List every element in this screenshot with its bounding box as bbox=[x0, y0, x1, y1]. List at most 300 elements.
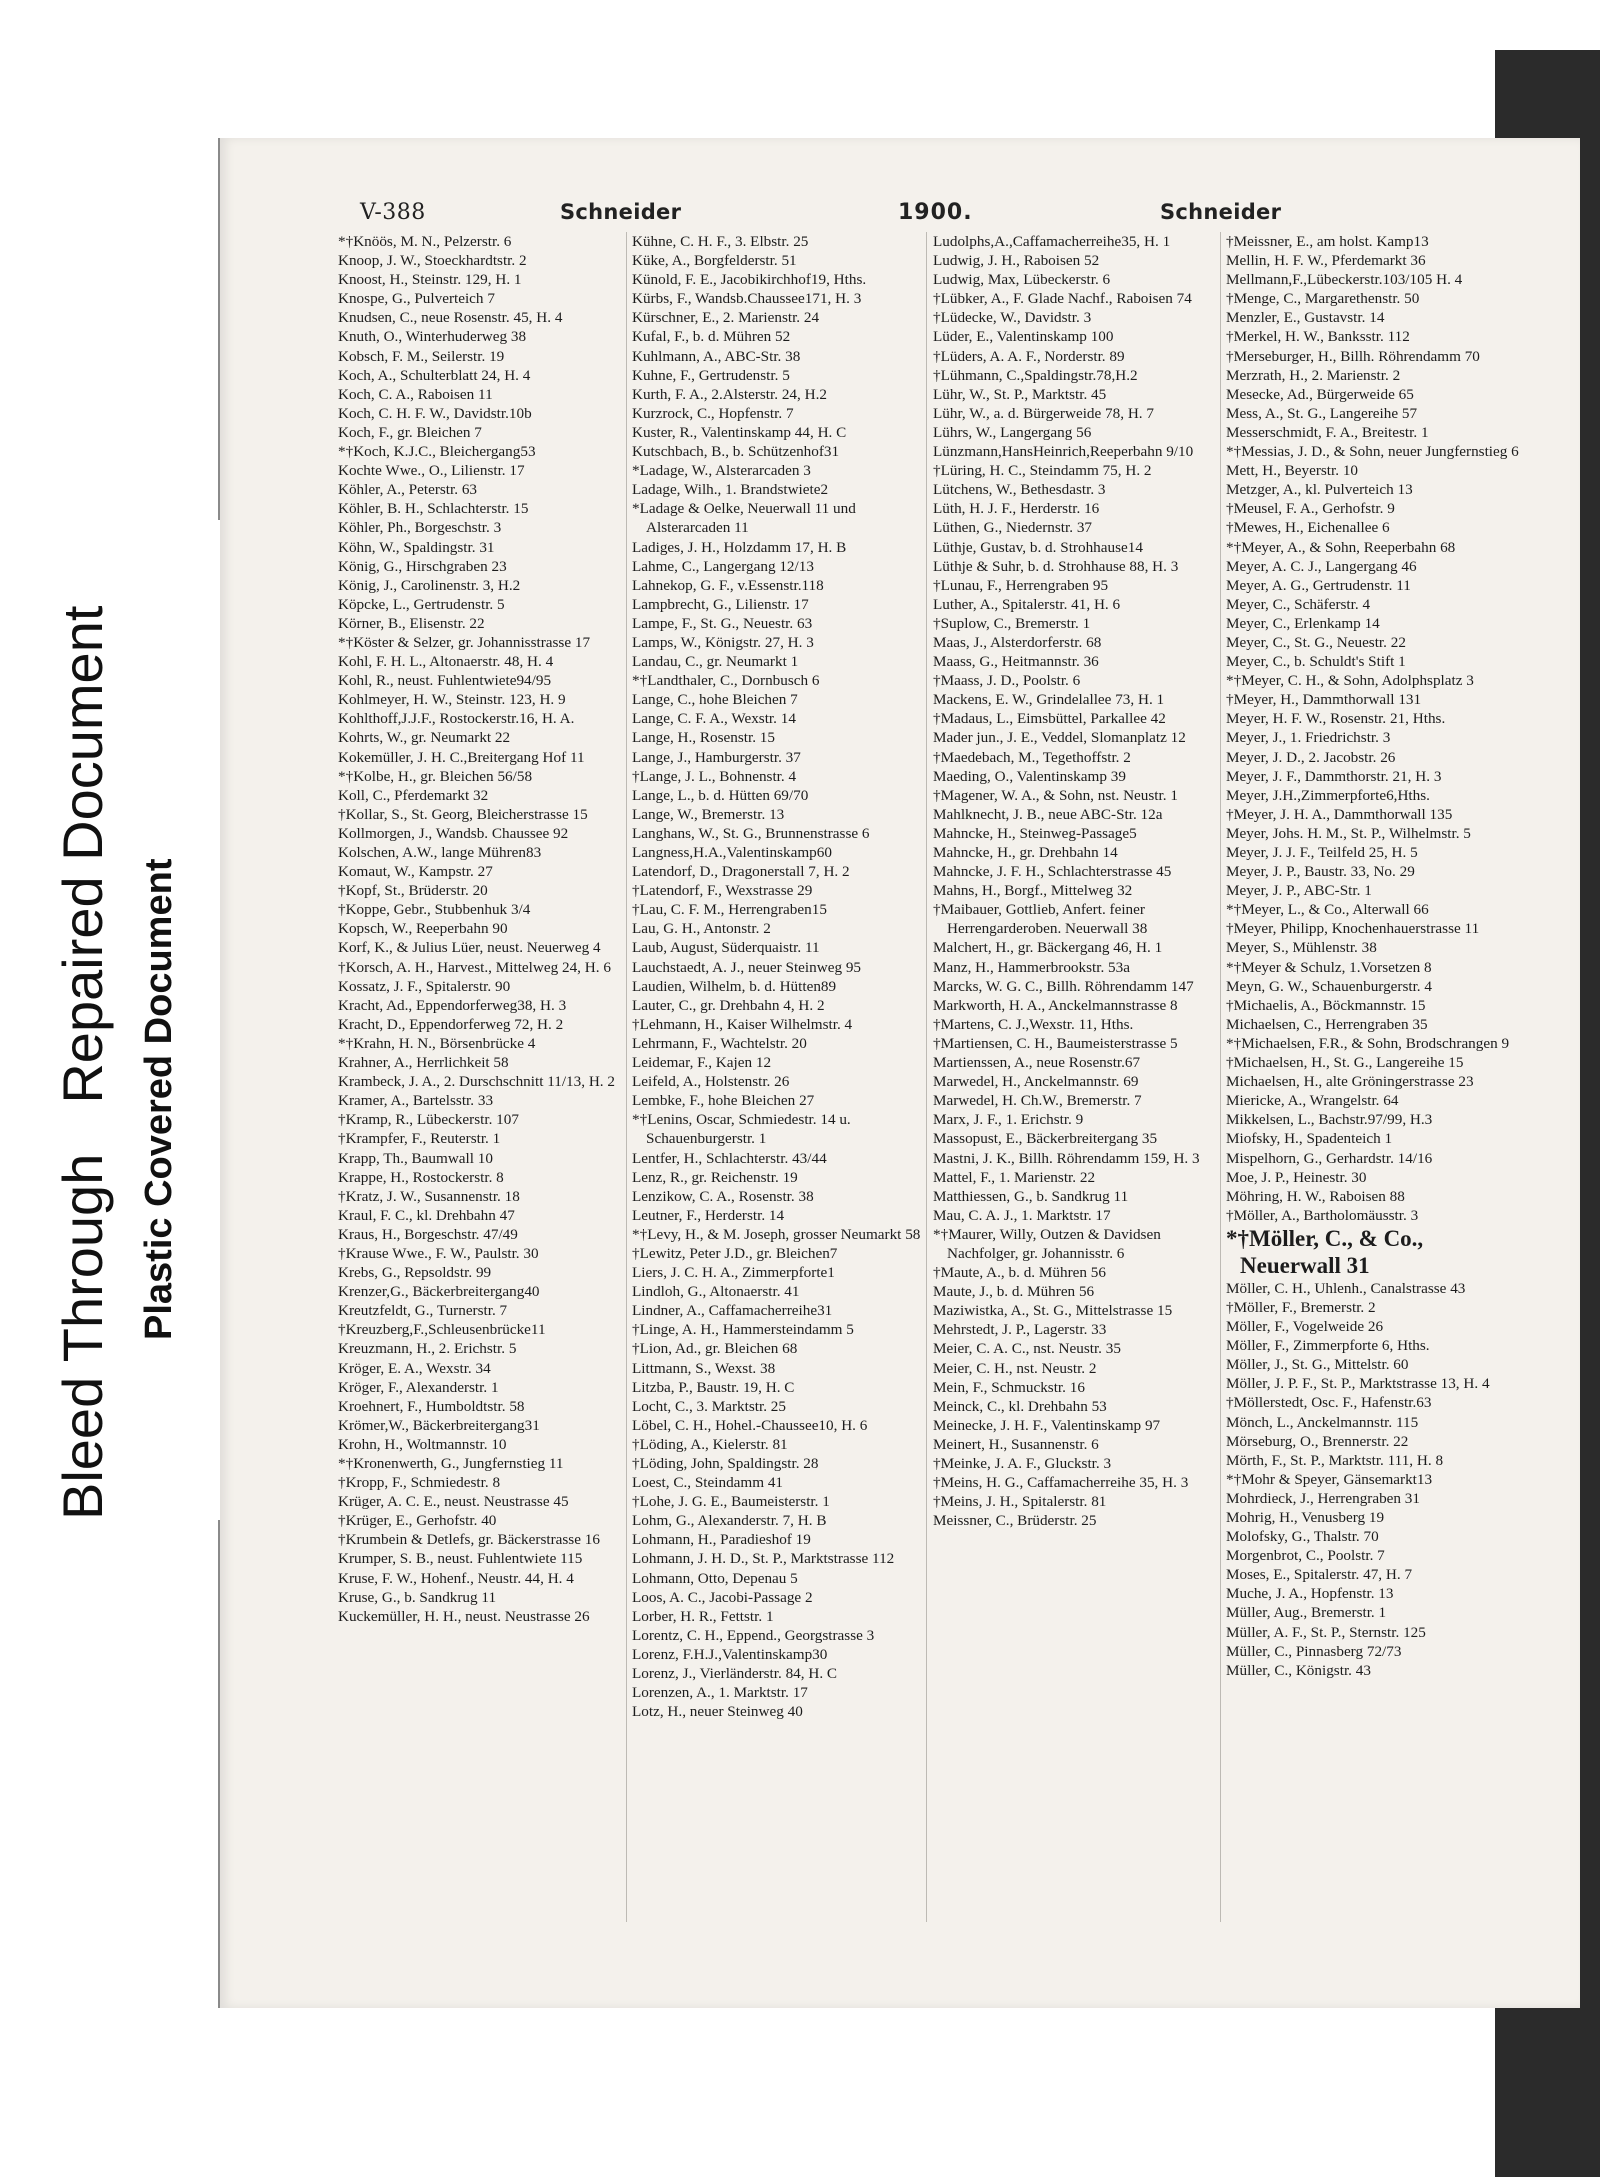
directory-entry: Lorber, H. R., Fettstr. 1 bbox=[632, 1607, 774, 1625]
directory-entry: †Lohe, J. G. E., Baumeisterstr. 1 bbox=[632, 1493, 830, 1511]
directory-entry: Mackens, E. W., Grindelallee 73, H. 1 bbox=[933, 691, 1165, 709]
directory-entry: Lahnekop, G. F., v.Essenstr.118 bbox=[632, 576, 824, 594]
directory-entry: Mönch, L., Anckelmannstr. 115 bbox=[1226, 1413, 1419, 1431]
directory-entry: Meyer, A. C. J., Langergang 46 bbox=[1226, 557, 1417, 575]
directory-entry: Litzba, P., Baustr. 19, H. C bbox=[632, 1378, 795, 1396]
directory-entry: Kruse, G., b. Sandkrug 11 bbox=[338, 1588, 497, 1606]
directory-entry: Meyer, J. P., Baustr. 33, No. 29 bbox=[1226, 863, 1415, 881]
directory-entry: Kühne, C. H. F., 3. Elbstr. 25 bbox=[632, 233, 809, 250]
directory-entry: Mahncke, J. F. H., Schlachterstrasse 45 bbox=[933, 863, 1172, 881]
directory-entry: Loest, C., Steindamm 41 bbox=[632, 1474, 784, 1492]
directory-entry: Meissner, C., Brüderstr. 25 bbox=[933, 1512, 1097, 1530]
directory-entry: Kurth, F. A., 2.Alsterstr. 24, H.2 bbox=[632, 385, 827, 403]
column-rule bbox=[626, 232, 627, 1922]
directory-entry: Marx, J. F., 1. Erichstr. 9 bbox=[933, 1111, 1084, 1129]
directory-entry: Leutner, F., Herderstr. 14 bbox=[632, 1206, 785, 1224]
directory-entry: Knoost, H., Steinstr. 129, H. 1 bbox=[338, 271, 522, 289]
directory-entry: Meyer, C., b. Schuldt's Stift 1 bbox=[1226, 653, 1406, 671]
directory-entry: Kreutzfeldt, G., Turnerstr. 7 bbox=[338, 1302, 508, 1320]
directory-entry: Mahlknecht, J. B., neue ABC-Str. 12a bbox=[933, 805, 1163, 823]
directory-entry: Martienssen, A., neue Rosenstr.67 bbox=[933, 1054, 1141, 1072]
directory-entry: Loos, A. C., Jacobi-Passage 2 bbox=[632, 1588, 813, 1606]
directory-entry: Kreuzmann, H., 2. Erichstr. 5 bbox=[338, 1340, 517, 1358]
directory-entry: †Lüring, H. C., Steindamm 75, H. 2 bbox=[933, 462, 1152, 480]
directory-entry: Matthiessen, G., b. Sandkrug 11 bbox=[933, 1187, 1129, 1205]
directory-entry: Kopsch, W., Reeperbahn 90 bbox=[338, 920, 508, 938]
directory-entry: Kürschner, E., 2. Marienstr. 24 bbox=[632, 309, 820, 327]
directory-entry: †Lüders, A. A. F., Norderstr. 89 bbox=[933, 347, 1125, 365]
directory-entry: Krambeck, J. A., 2. Durschschnitt 11/13, H. 2 bbox=[338, 1073, 615, 1091]
directory-entry: Meier, C. A. C., nst. Neustr. 35 bbox=[933, 1340, 1121, 1358]
directory-entry: †Lau, C. F. M., Herrengraben15 bbox=[632, 901, 827, 919]
directory-entry: Lamps, W., Königstr. 27, H. 3 bbox=[632, 633, 814, 651]
directory-entry: Maass, G., Heitmannstr. 36 bbox=[933, 653, 1099, 671]
directory-entry: †Lüdecke, W., Davidstr. 3 bbox=[933, 309, 1092, 327]
directory-entry: *†Kronenwerth, G., Jungfernstieg 11 bbox=[338, 1455, 564, 1472]
directory-entry: Meyer, J.H.,Zimmerpforte6,Hths. bbox=[1226, 786, 1430, 804]
directory-entry: *†Meyer, C. H., & Sohn, Adolphsplatz 3 bbox=[1226, 672, 1474, 690]
column-2 bbox=[632, 232, 922, 1922]
directory-entry: Massopust, E., Bäckerbreitergang 35 bbox=[933, 1130, 1158, 1148]
directory-entry: *†Meyer, L., & Co., Alterwall 66 bbox=[1226, 901, 1429, 919]
directory-entry: Lüthje & Suhr, b. d. Strohhause 88, H. 3 bbox=[933, 557, 1179, 575]
directory-entry: Ludolphs,A.,Caffamacherreihe35, H. 1 bbox=[933, 233, 1171, 250]
directory-entry: Mein, F., Schmuckstr. 16 bbox=[933, 1378, 1085, 1396]
directory-entry: Lenzikow, C. A., Rosenstr. 38 bbox=[632, 1187, 814, 1205]
directory-entry: †Koppe, Gebr., Stubbenhuk 3/4 bbox=[338, 901, 531, 919]
directory-entry: Lohmann, Otto, Depenau 5 bbox=[632, 1569, 798, 1587]
page-number: V-388 bbox=[360, 200, 426, 225]
directory-entry: Lühr, W., a. d. Bürgerweide 78, H. 7 bbox=[933, 404, 1154, 422]
directory-entry: Kufal, F., b. d. Mühren 52 bbox=[632, 328, 791, 346]
directory-entry: Körner, B., Elisenstr. 22 bbox=[338, 614, 485, 632]
directory-entry: Kochte Wwe., O., Lilienstr. 17 bbox=[338, 462, 525, 480]
directory-entry: Krüger, A. C. E., neust. Neustrasse 45 bbox=[338, 1493, 569, 1511]
directory-entry: Möhring, H. W., Raboisen 88 bbox=[1226, 1187, 1405, 1205]
directory-entry: †Korsch, A. H., Harvest., Mittelweg 24, H. 6 bbox=[338, 958, 611, 976]
directory-entry: Koch, C. A., Raboisen 11 bbox=[338, 385, 493, 403]
directory-entry: †Krause Wwe., F. W., Paulstr. 30 bbox=[338, 1244, 539, 1262]
directory-entry: Mörseburg, O., Brennerstr. 22 bbox=[1226, 1432, 1409, 1450]
directory-entry: Leifeld, A., Holstenstr. 26 bbox=[632, 1073, 790, 1091]
directory-entry: †Kollar, S., St. Georg, Bleicherstrasse 15 bbox=[338, 805, 588, 823]
directory-entry: Lührs, W., Langergang 56 bbox=[933, 423, 1092, 441]
directory-entry: Lohm, G., Alexanderstr. 7, H. B bbox=[632, 1512, 827, 1530]
directory-entry: Moses, E., Spitalerstr. 47, H. 7 bbox=[1226, 1566, 1413, 1584]
directory-entry: Kohl, F. H. L., Altonaerstr. 48, H. 4 bbox=[338, 653, 554, 671]
directory-entry: Lange, W., Bremerstr. 13 bbox=[632, 805, 785, 823]
directory-entry: Marwedel, H., Anckelmannstr. 69 bbox=[933, 1073, 1139, 1091]
scan-notice-line-2: Plastic Covered Document bbox=[138, 858, 180, 1340]
directory-entry: *†Lenins, Oscar, Schmiedestr. 14 u. Schauenburgerstr. 1 bbox=[632, 1111, 851, 1148]
directory-entry: Lampe, F., St. G., Neuestr. 63 bbox=[632, 614, 813, 632]
column-rule bbox=[1220, 232, 1221, 1922]
directory-entry: Littmann, S., Wexst. 38 bbox=[632, 1359, 776, 1377]
directory-entry: Mesecke, Ad., Bürgerweide 65 bbox=[1226, 385, 1414, 403]
directory-entry: Möller, C. H., Uhlenh., Canalstrasse 43 bbox=[1226, 1279, 1466, 1297]
directory-entry: Meyer, J., 1. Friedrichstr. 3 bbox=[1226, 729, 1391, 747]
directory-entry: Ludwig, Max, Lübeckerstr. 6 bbox=[933, 271, 1111, 289]
directory-entry: †Meissner, E., am holst. Kamp13 bbox=[1226, 233, 1429, 250]
directory-entry: Kürbs, F., Wandsb.Chaussee171, H. 3 bbox=[632, 290, 862, 308]
directory-entry: Komaut, W., Kampstr. 27 bbox=[338, 863, 493, 881]
directory-entry: Mellmann,F.,Lübeckerstr.103/105 H. 4 bbox=[1226, 271, 1463, 289]
directory-entry: †Martiensen, C. H., Baumeisterstrasse 5 bbox=[933, 1034, 1178, 1052]
directory-entry: †Martens, C. J.,Wexstr. 11, Hths. bbox=[933, 1015, 1134, 1033]
directory-entry: Köhn, W., Spaldingstr. 31 bbox=[338, 538, 495, 556]
directory-entry: †Linge, A. H., Hammersteindamm 5 bbox=[632, 1321, 854, 1339]
directory-entry: Latendorf, D., Dragonerstall 7, H. 2 bbox=[632, 863, 850, 881]
directory-entry: Meyer, Johs. H. M., St. P., Wilhelmstr. 5 bbox=[1226, 824, 1471, 842]
directory-entry: König, G., Hirschgraben 23 bbox=[338, 557, 507, 575]
directory-entry: Koch, C. H. F. W., Davidstr.10b bbox=[338, 404, 532, 422]
running-head-right: Schneider bbox=[1160, 200, 1282, 224]
directory-entry: Lüthje, Gustav, b. d. Strohhause14 bbox=[933, 538, 1143, 556]
directory-entry: Meyer, H. F. W., Rosenstr. 21, Hths. bbox=[1226, 710, 1446, 728]
directory-entry: Miofsky, H., Spadenteich 1 bbox=[1226, 1130, 1393, 1148]
directory-entry: Krömer,W., Bäckerbreitergang31 bbox=[338, 1416, 540, 1434]
directory-entry: †Lewitz, Peter J.D., gr. Bleichen7 bbox=[632, 1244, 838, 1262]
directory-entry: Meinert, H., Susannenstr. 6 bbox=[933, 1435, 1099, 1453]
directory-entry: †Maibauer, Gottlieb, Anfert. feiner Herrengarderoben. Neuerwall 38 bbox=[933, 901, 1148, 938]
directory-entry: †Kramp, R., Lübeckerstr. 107 bbox=[338, 1111, 519, 1129]
directory-entry: Malchert, H., gr. Bäckergang 46, H. 1 bbox=[933, 939, 1163, 957]
directory-entry: Kramer, A., Bartelsstr. 33 bbox=[338, 1092, 494, 1110]
directory-entry: Maziwistka, A., St. G., Mittelstrasse 15 bbox=[933, 1302, 1173, 1320]
directory-entry: Lühr, W., St. P., Marktstr. 45 bbox=[933, 385, 1107, 403]
directory-entry: †Meinke, J. A. F., Gluckstr. 3 bbox=[933, 1455, 1112, 1472]
directory-entry: Ludwig, J. H., Raboisen 52 bbox=[933, 252, 1100, 270]
directory-entry: Mastni, J. K., Billh. Röhrendamm 159, H. 3 bbox=[933, 1149, 1200, 1167]
directory-entry: Meyer, C., Schäferstr. 4 bbox=[1226, 595, 1371, 613]
directory-entry: Lotz, H., neuer Steinweg 40 bbox=[632, 1703, 803, 1721]
directory-entry: Möller, J. P. F., St. P., Marktstrasse 13, H. 4 bbox=[1226, 1375, 1490, 1393]
directory-entry: Köpcke, L., Gertrudenstr. 5 bbox=[338, 595, 505, 613]
directory-entry: Marwedel, H. Ch.W., Bremerstr. 7 bbox=[933, 1092, 1142, 1110]
scan-notice-label bbox=[20, 520, 220, 1520]
directory-entry: Krahner, A., Herrlichkeit 58 bbox=[338, 1054, 509, 1072]
directory-entry: Kraul, F. C., kl. Drehbahn 47 bbox=[338, 1206, 515, 1224]
directory-entry: Köhler, B. H., Schlachterstr. 15 bbox=[338, 500, 529, 518]
directory-entry: Mess, A., St. G., Langereihe 57 bbox=[1226, 404, 1418, 422]
directory-entry: Kobsch, F. M., Seilerstr. 19 bbox=[338, 347, 505, 365]
directory-entry: Mahncke, H., Steinweg-Passage5 bbox=[933, 824, 1137, 842]
directory-entry: Kroehnert, F., Humboldtstr. 58 bbox=[338, 1397, 525, 1415]
directory-entry: Korf, K., & Julius Lüer, neust. Neuerweg 4 bbox=[338, 939, 601, 957]
directory-page bbox=[218, 138, 1580, 2008]
directory-entry: Meyer, J. P., ABC-Str. 1 bbox=[1226, 882, 1372, 900]
directory-entry: Meyer, S., Mühlenstr. 38 bbox=[1226, 939, 1377, 957]
directory-entry: Meier, C. H., nst. Neustr. 2 bbox=[933, 1359, 1097, 1377]
directory-entry: †Merseburger, H., Billh. Röhrendamm 70 bbox=[1226, 347, 1480, 365]
directory-entry: Meinck, C., kl. Drehbahn 53 bbox=[933, 1397, 1107, 1415]
directory-entry: †Krüger, E., Gerhofstr. 40 bbox=[338, 1512, 497, 1530]
directory-entry: Knoop, J. W., Stoeckhardtstr. 2 bbox=[338, 252, 527, 270]
repaired-note: Repaired Document bbox=[51, 605, 114, 1104]
directory-entry: Liers, J. C. H. A., Zimmerpforte1 bbox=[632, 1264, 835, 1282]
directory-entry: Lange, J., Hamburgerstr. 37 bbox=[632, 748, 801, 766]
directory-entry: Müller, Aug., Bremerstr. 1 bbox=[1226, 1604, 1387, 1622]
directory-entry: Möller, J., St. G., Mittelstr. 60 bbox=[1226, 1356, 1409, 1374]
directory-entry: †Maass, J. D., Poolstr. 6 bbox=[933, 672, 1081, 690]
directory-entry: Mellin, H. F. W., Pferdemarkt 36 bbox=[1226, 252, 1426, 270]
directory-entry: Krohn, H., Woltmannstr. 10 bbox=[338, 1435, 507, 1453]
directory-entry: †Lion, Ad., gr. Bleichen 68 bbox=[632, 1340, 798, 1358]
directory-entry: Lange, L., b. d. Hütten 69/70 bbox=[632, 786, 809, 804]
directory-entry: Künold, F. E., Jacobikirchhof19, Hths. bbox=[632, 271, 867, 289]
directory-entry: Michaelsen, C., Herrengraben 35 bbox=[1226, 1015, 1428, 1033]
directory-entry: Kohlthoff,J.J.F., Rostockerstr.16, H. A. bbox=[338, 710, 575, 728]
directory-entry: †Löding, John, Spaldingstr. 28 bbox=[632, 1455, 819, 1472]
directory-entry: †Lühmann, C.,Spaldingstr.78,H.2 bbox=[933, 366, 1138, 384]
directory-entry: Möller, F., Zimmerpforte 6, Hths. bbox=[1226, 1337, 1430, 1355]
directory-entry: Laub, August, Süderquaistr. 11 bbox=[632, 939, 820, 957]
directory-entry: Meyer, J. J. F., Teilfeld 25, H. 5 bbox=[1226, 844, 1418, 861]
directory-entry: Koch, F., gr. Bleichen 7 bbox=[338, 423, 482, 441]
directory-entry: †Latendorf, F., Wexstrasse 29 bbox=[632, 882, 813, 900]
directory-entry: Krebs, G., Repsoldstr. 99 bbox=[338, 1264, 492, 1282]
directory-entry: †Meins, J. H., Spitalerstr. 81 bbox=[933, 1493, 1107, 1511]
directory-entry: Lüthen, G., Niedernstr. 37 bbox=[933, 519, 1093, 537]
directory-entry: Meyer, J. F., Dammthorstr. 21, H. 3 bbox=[1226, 767, 1442, 785]
directory-entry: Lünzmann,HansHeinrich,Reeperbahn 9/10 bbox=[933, 443, 1194, 461]
column-rule bbox=[926, 232, 927, 1922]
directory-entry: Moe, J. P., Heinestr. 30 bbox=[1226, 1168, 1367, 1186]
directory-entry: Köhler, Ph., Borgeschstr. 3 bbox=[338, 519, 502, 537]
directory-entry: †Maute, A., b. d. Mühren 56 bbox=[933, 1264, 1106, 1282]
directory-entry: Krappe, H., Rostockerstr. 8 bbox=[338, 1168, 504, 1186]
scan-notice-line-1 bbox=[50, 606, 115, 1520]
directory-entry: Markworth, H. A., Anckelmannstrasse 8 bbox=[933, 996, 1178, 1014]
year: 1900. bbox=[898, 200, 973, 225]
directory-entry: *†Landthaler, C., Dornbusch 6 bbox=[632, 672, 820, 690]
directory-entry: †Suplow, C., Bremerstr. 1 bbox=[933, 614, 1091, 632]
directory-entry: Miericke, A., Wrangelstr. 64 bbox=[1226, 1092, 1399, 1110]
running-head-left: Schneider bbox=[560, 200, 682, 224]
directory-entry: *†Messias, J. D., & Sohn, neuer Jungfernstieg 6 bbox=[1226, 443, 1519, 461]
page-header bbox=[220, 200, 1580, 230]
directory-entry: *Ladage, W., Alsterarcaden 3 bbox=[632, 462, 811, 480]
directory-entry: Kurzrock, C., Hopfenstr. 7 bbox=[632, 404, 794, 422]
directory-entry: Lorenz, J., Vierländerstr. 84, H. C bbox=[632, 1665, 838, 1683]
directory-entry: Meinecke, J. H. F., Valentinskamp 97 bbox=[933, 1416, 1161, 1434]
directory-entry: Knudsen, C., neue Rosenstr. 45, H. 4 bbox=[338, 309, 563, 327]
directory-entry: Lau, G. H., Antonstr. 2 bbox=[632, 920, 771, 938]
directory-entry: Muche, J. A., Hopfenstr. 13 bbox=[1226, 1585, 1394, 1603]
directory-entry: Lauchstaedt, A. J., neuer Steinweg 95 bbox=[632, 958, 862, 976]
directory-entry: Kuhne, F., Gertrudenstr. 5 bbox=[632, 366, 790, 384]
directory-entry: *†Levy, H., & M. Joseph, grosser Neumarkt 58 bbox=[632, 1225, 921, 1243]
directory-entry: Krumper, S. B., neust. Fuhlentwiete 115 bbox=[338, 1550, 583, 1568]
directory-entry: Knospe, G., Pulverteich 7 bbox=[338, 290, 495, 308]
directory-entry: Lütchens, W., Bethesdastr. 3 bbox=[933, 481, 1106, 499]
directory-entry: Langness,H.A.,Valentinskamp60 bbox=[632, 844, 832, 861]
directory-entry: †Lange, J. L., Bohnenstr. 4 bbox=[632, 767, 797, 785]
directory-entry: Kröger, F., Alexanderstr. 1 bbox=[338, 1378, 499, 1396]
directory-entry: Kuckemüller, H. H., neust. Neustrasse 26 bbox=[338, 1607, 590, 1625]
directory-entry: Metzger, A., kl. Pulverteich 13 bbox=[1226, 481, 1413, 499]
directory-entry: Lembke, F., hohe Bleichen 27 bbox=[632, 1092, 815, 1110]
directory-entry: *Ladage & Oelke, Neuerwall 11 und Alsterarcaden 11 bbox=[632, 500, 856, 537]
directory-entry: Mehrstedt, J. P., Lagerstr. 33 bbox=[933, 1321, 1107, 1339]
directory-entry: Morgenbrot, C., Poolstr. 7 bbox=[1226, 1547, 1385, 1565]
directory-entry: †Krumbein & Detlefs, gr. Bäckerstrasse 16 bbox=[338, 1531, 600, 1549]
directory-entry: Lindner, A., Caffamacherreihe31 bbox=[632, 1302, 833, 1320]
directory-entry: Marcks, W. G. C., Billh. Röhrendamm 147 bbox=[933, 977, 1194, 995]
directory-entry: Kohlmeyer, H. W., Steinstr. 123, H. 9 bbox=[338, 691, 566, 709]
directory-entry: Kröger, E. A., Wexstr. 34 bbox=[338, 1359, 491, 1377]
directory-entry: †Meyer, H., Dammthorwall 131 bbox=[1226, 691, 1422, 709]
directory-entry: Ladage, Wilh., 1. Brandstwiete2 bbox=[632, 481, 829, 499]
directory-entry: †Menge, C., Margarethenstr. 50 bbox=[1226, 290, 1420, 308]
directory-entry: Koch, A., Schulterblatt 24, H. 4 bbox=[338, 366, 531, 384]
directory-entry: Michaelsen, H., alte Gröningerstrasse 23 bbox=[1226, 1073, 1474, 1091]
directory-entry: Langhans, W., St. G., Brunnenstrasse 6 bbox=[632, 824, 870, 842]
directory-entry: Menzler, E., Gustavstr. 14 bbox=[1226, 309, 1385, 327]
directory-entry: Kutschbach, B., b. Schützenhof31 bbox=[632, 443, 840, 461]
directory-entry: Lenz, R., gr. Reichenstr. 19 bbox=[632, 1168, 798, 1186]
directory-entry: Maeding, O., Valentinskamp 39 bbox=[933, 767, 1126, 785]
directory-entry: †Madaus, L., Eimsbüttel, Parkallee 42 bbox=[933, 710, 1166, 728]
directory-entry: Meyn, G. W., Schauenburgerstr. 4 bbox=[1226, 977, 1432, 995]
directory-entry: Mahns, H., Borgf., Mittelweg 32 bbox=[933, 882, 1133, 900]
directory-entry: †Michaelsen, H., St. G., Langereihe 15 bbox=[1226, 1054, 1464, 1072]
directory-entry: Laudien, Wilhelm, b. d. Hütten89 bbox=[632, 977, 837, 995]
directory-entry: Kracht, Ad., Eppendorferweg38, H. 3 bbox=[338, 996, 567, 1014]
directory-entry: †Maedebach, M., Tegethoffstr. 2 bbox=[933, 748, 1131, 766]
directory-entry: Kuhlmann, A., ABC-Str. 38 bbox=[632, 347, 801, 365]
directory-entry: Kossatz, J. F., Spitalerstr. 90 bbox=[338, 977, 511, 995]
bleed-through-note: Bleed Through bbox=[51, 1153, 114, 1520]
directory-entry: †Magener, W. A., & Sohn, nst. Neustr. 1 bbox=[933, 786, 1178, 804]
directory-entry: Köhler, A., Peterstr. 63 bbox=[338, 481, 478, 499]
directory-entry: †Löding, A., Kielerstr. 81 bbox=[632, 1435, 788, 1453]
directory-entry: Lehrmann, F., Wachtelstr. 20 bbox=[632, 1034, 807, 1052]
directory-entry: Molofsky, G., Thalstr. 70 bbox=[1226, 1528, 1379, 1546]
directory-entry: *†Mohr & Speyer, Gänsemarkt13 bbox=[1226, 1470, 1433, 1488]
directory-entry: Maute, J., b. d. Mühren 56 bbox=[933, 1283, 1095, 1301]
directory-entry: †Kreuzberg,F.,Schleusenbrücke11 bbox=[338, 1321, 546, 1339]
directory-entry: Lüder, E., Valentinskamp 100 bbox=[933, 328, 1114, 346]
directory-entry: Maas, J., Alsterdorferstr. 68 bbox=[933, 633, 1102, 651]
directory-entry: Mohrig, H., Venusberg 19 bbox=[1226, 1509, 1385, 1526]
directory-entry: Mikkelsen, L., Bachstr.97/99, H.3 bbox=[1226, 1111, 1433, 1129]
directory-entry: *†Köster & Selzer, gr. Johannisstrasse 17 bbox=[338, 633, 591, 651]
directory-entry: †Möller, F., Bremerstr. 2 bbox=[1226, 1298, 1376, 1316]
directory-entry: †Michaelis, A., Böckmannstr. 15 bbox=[1226, 996, 1426, 1014]
directory-entry: Mohrdieck, J., Herrengraben 31 bbox=[1226, 1489, 1420, 1507]
directory-entry: Merzrath, H., 2. Marienstr. 2 bbox=[1226, 366, 1401, 384]
directory-entry: *†Maurer, Willy, Outzen & Davidsen Nachfolger, gr. Johannisstr. 6 bbox=[933, 1225, 1161, 1262]
directory-entry: Lange, C. F. A., Wexstr. 14 bbox=[632, 710, 796, 728]
directory-entry: Mahncke, H., gr. Drehbahn 14 bbox=[933, 844, 1118, 861]
directory-entry: †Lunau, F., Herrengraben 95 bbox=[933, 576, 1109, 594]
directory-entry: *†Meyer & Schulz, 1.Vorsetzen 8 bbox=[1226, 958, 1432, 976]
directory-entry: †Kratz, J. W., Susannenstr. 18 bbox=[338, 1187, 520, 1205]
directory-entry: †Kropp, F., Schmiedestr. 8 bbox=[338, 1474, 501, 1492]
directory-entry: †Mewes, H., Eichenallee 6 bbox=[1226, 519, 1390, 537]
directory-entry: Messerschmidt, F. A., Breitestr. 1 bbox=[1226, 423, 1429, 441]
directory-entry: Lange, C., hohe Bleichen 7 bbox=[632, 691, 798, 709]
directory-entry: Lorenzen, A., 1. Marktstr. 17 bbox=[632, 1684, 808, 1702]
directory-entry: Müller, C., Pinnasberg 72/73 bbox=[1226, 1642, 1402, 1660]
directory-entry: König, J., Carolinenstr. 3, H.2 bbox=[338, 576, 521, 594]
directory-entry: *†Koch, K.J.C., Bleichergang53 bbox=[338, 443, 536, 461]
directory-entry: Meyer, C., Erlenkamp 14 bbox=[1226, 614, 1380, 632]
directory-entry: Lange, H., Rosenstr. 15 bbox=[632, 729, 775, 747]
directory-entry: Kokemüller, J. H. C.,Breitergang Hof 11 bbox=[338, 748, 585, 766]
directory-entry: †Merkel, H. W., Banksstr. 112 bbox=[1226, 328, 1410, 346]
directory-entry: Landau, C., gr. Neumarkt 1 bbox=[632, 653, 799, 671]
directory-entry: Ladiges, J. H., Holzdamm 17, H. B bbox=[632, 538, 847, 556]
directory-entry: Kollmorgen, J., Wandsb. Chaussee 92 bbox=[338, 824, 569, 842]
directory-entry: Meyer, J. D., 2. Jacobstr. 26 bbox=[1226, 748, 1396, 766]
directory-entry: *†Krahn, H. N., Börsenbrücke 4 bbox=[338, 1034, 536, 1052]
directory-entry: Kohl, R., neust. Fuhlentwiete94/95 bbox=[338, 672, 552, 690]
directory-entry: Manz, H., Hammerbrookstr. 53a bbox=[933, 958, 1130, 976]
directory-entry: Lindloh, G., Altonaerstr. 41 bbox=[632, 1283, 800, 1301]
directory-entry: Küke, A., Borgfelderstr. 51 bbox=[632, 252, 797, 270]
directory-entry: Müller, C., Königstr. 43 bbox=[1226, 1661, 1371, 1679]
directory-entry: †Kopf, St., Brüderstr. 20 bbox=[338, 882, 488, 900]
directory-entry: Meyer, A. G., Gertrudenstr. 11 bbox=[1226, 576, 1411, 594]
directory-entry: Lohmann, J. H. D., St. P., Marktstrasse 112 bbox=[632, 1550, 895, 1568]
directory-entry: *†Möller, C., & Co., Neuerwall 31 bbox=[1226, 1225, 1424, 1278]
directory-entry: Lüth, H. J. F., Herderstr. 16 bbox=[933, 500, 1100, 518]
directory-entry: Krenzer,G., Bäckerbreitergang40 bbox=[338, 1283, 540, 1301]
directory-entry: Möller, F., Vogelweide 26 bbox=[1226, 1318, 1384, 1336]
directory-entry: Kraus, H., Borgeschstr. 47/49 bbox=[338, 1225, 518, 1243]
directory-entry: Lauter, C., gr. Drehbahn 4, H. 2 bbox=[632, 996, 825, 1014]
directory-entry: Mader jun., J. E., Veddel, Slomanplatz 12 bbox=[933, 729, 1186, 747]
directory-entry: Knuth, O., Winterhuderweg 38 bbox=[338, 328, 527, 346]
directory-entry: Krapp, Th., Baumwall 10 bbox=[338, 1149, 493, 1167]
directory-entry: Lorentz, C. H., Eppend., Georgstrasse 3 bbox=[632, 1626, 875, 1644]
directory-entry: †Meyer, Philipp, Knochenhauerstrasse 11 bbox=[1226, 920, 1480, 938]
directory-entry: Kuster, R., Valentinskamp 44, H. C bbox=[632, 423, 847, 441]
directory-entry: †Lehmann, H., Kaiser Wilhelmstr. 4 bbox=[632, 1015, 853, 1033]
directory-entry: Müller, A. F., St. P., Sternstr. 125 bbox=[1226, 1623, 1426, 1641]
directory-entry: †Meins, H. G., Caffamacherreihe 35, H. 3 bbox=[933, 1474, 1189, 1492]
directory-entry: Leidemar, F., Kajen 12 bbox=[632, 1054, 772, 1072]
directory-entry: Mattel, F., 1. Marienstr. 22 bbox=[933, 1168, 1096, 1186]
directory-entry: Kracht, D., Eppendorferweg 72, H. 2 bbox=[338, 1015, 564, 1033]
directory-entry: Lorenz, F.H.J.,Valentinskamp30 bbox=[632, 1645, 828, 1663]
directory-entry: *†Kolbe, H., gr. Bleichen 56/58 bbox=[338, 767, 533, 785]
directory-entry: †Meusel, F. A., Gerhofstr. 9 bbox=[1226, 500, 1395, 518]
directory-entry: Lahme, C., Langergang 12/13 bbox=[632, 557, 814, 575]
directory-entry: Meyer, C., St. G., Neuestr. 22 bbox=[1226, 633, 1406, 651]
column-3 bbox=[933, 232, 1223, 1922]
directory-entry: Mau, C. A. J., 1. Marktstr. 17 bbox=[933, 1206, 1111, 1224]
directory-entry: Lentfer, H., Schlachterstr. 43/44 bbox=[632, 1149, 827, 1167]
directory-entry: Kruse, F. W., Hohenf., Neustr. 44, H. 4 bbox=[338, 1569, 574, 1587]
directory-entry: Mispelhorn, G., Gerhardstr. 14/16 bbox=[1226, 1149, 1433, 1167]
directory-entry: Koll, C., Pferdemarkt 32 bbox=[338, 786, 489, 804]
directory-entry: *†Knöös, M. N., Pelzerstr. 6 bbox=[338, 233, 512, 250]
directory-entry: †Möllerstedt, Osc. F., Hafenstr.63 bbox=[1226, 1394, 1432, 1412]
directory-entry: †Meyer, J. H. A., Dammthorwall 135 bbox=[1226, 805, 1453, 823]
directory-entry: Mett, H., Beyerstr. 10 bbox=[1226, 462, 1359, 480]
directory-entry: Locht, C., 3. Marktstr. 25 bbox=[632, 1397, 786, 1415]
directory-entry: *†Meyer, A., & Sohn, Reeperbahn 68 bbox=[1226, 538, 1456, 556]
directory-entry: Kolschen, A.W., lange Mühren83 bbox=[338, 844, 542, 861]
directory-entry: †Möller, A., Bartholomäusstr. 3 bbox=[1226, 1206, 1419, 1224]
directory-entry: Lohmann, H., Paradieshof 19 bbox=[632, 1531, 811, 1549]
directory-entry: Mörth, F., St. P., Marktstr. 111, H. 8 bbox=[1226, 1451, 1444, 1469]
column-4 bbox=[1226, 232, 1526, 1922]
column-1 bbox=[338, 232, 628, 1922]
